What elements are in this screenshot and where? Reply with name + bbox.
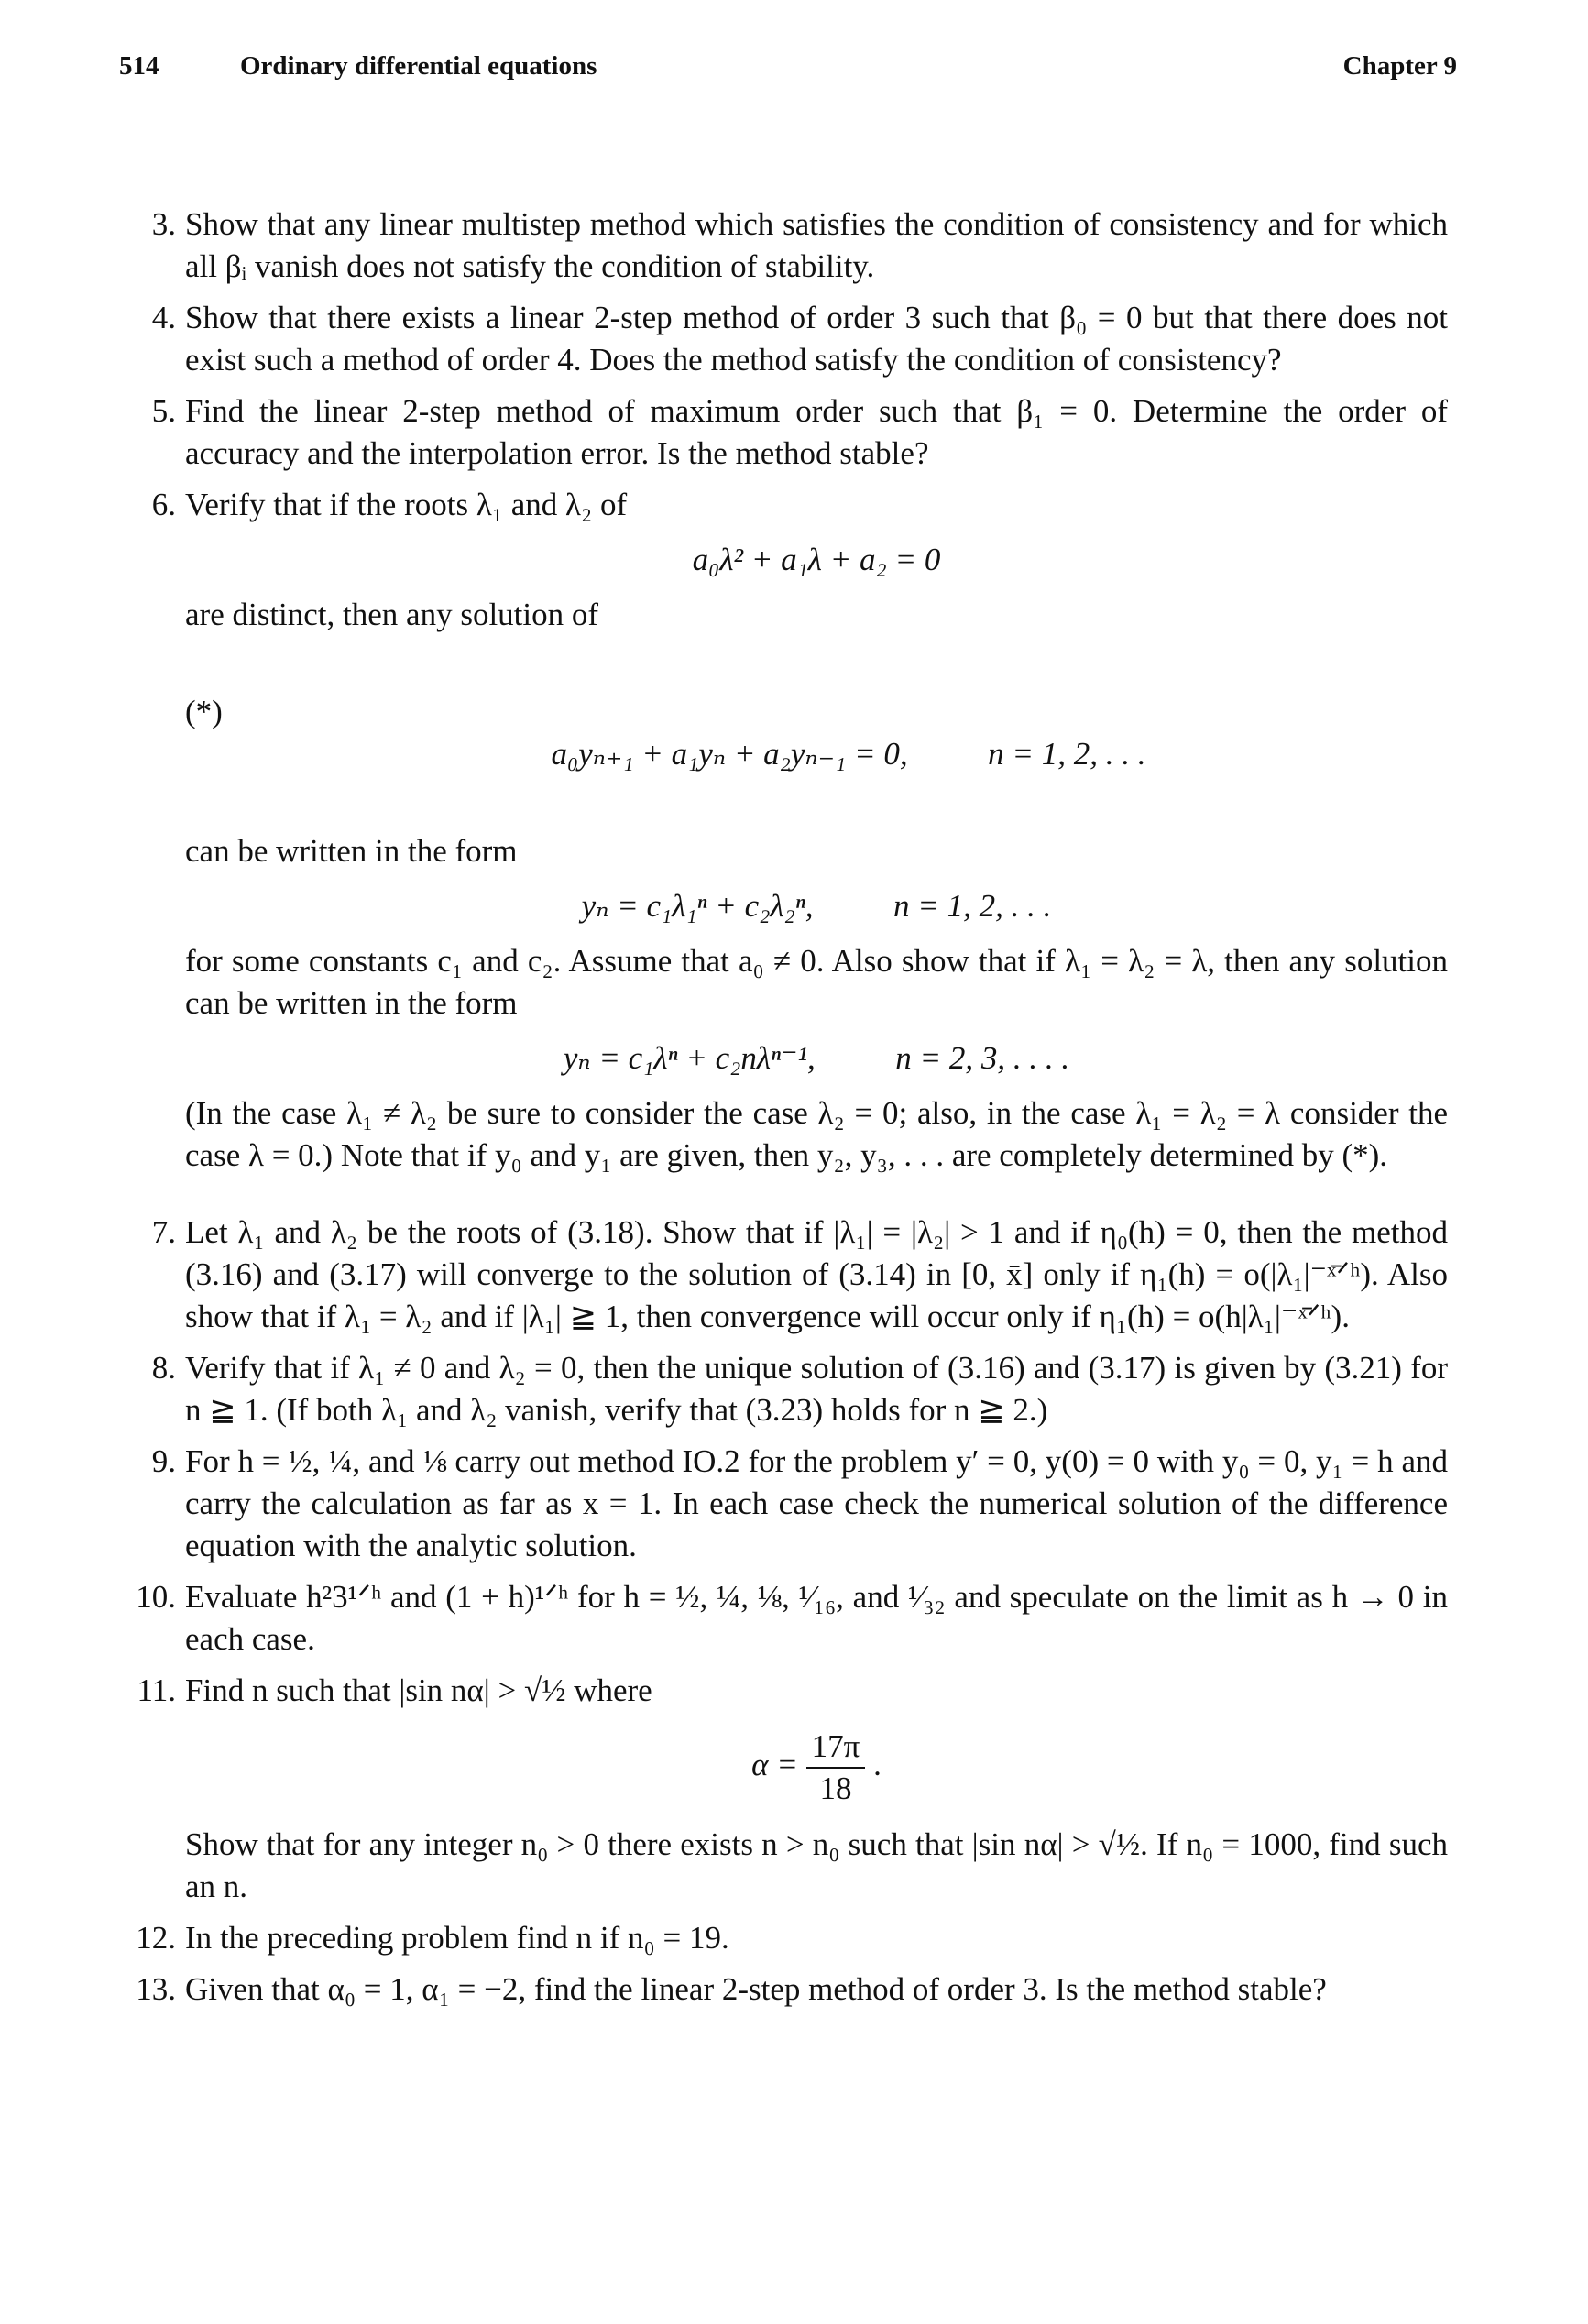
problem-11 <box>137 1670 1448 1908</box>
problem-text: are distinct, then any solution of <box>185 597 599 632</box>
running-title: Ordinary differential equations <box>240 51 597 81</box>
problem-text: Show that there exists a linear 2-step method of order 3 such that β₀ = 0 but that there does not exist such a method of order 4. Does the method satisfy the condition of consistency? <box>185 300 1448 378</box>
problem-text: In the preceding problem find n if n₀ = 19. <box>185 1920 729 1956</box>
problem-4 <box>137 297 1448 381</box>
problem-text: Find the linear 2-step method of maximum order such that β₁ = 0. Determine the order of accuracy and the interpolation error. Is the method stable? <box>185 393 1448 471</box>
equation-body: a₀yₙ₊₁ + a₁yₙ + a₂yₙ₋₁ = 0, n = 1, 2, . . . <box>551 736 1146 772</box>
problem-text: Let λ₁ and λ₂ be the roots of (3.18). Show that if |λ₁| = |λ₂| > 1 and if η₀(h) = 0, then the method (3.16) and (3.17) will converge to the solution of (3.14) in [0, x̄] only if η₁(h) = o(|λ₁|⁻ˣ̄ᐟʰ). Also show that if λ₁ = λ₂ and if |λ₁| ≧ 1, then convergence will occur only if η₁(h) = o(h|λ₁|⁻ˣ̄ᐟʰ). <box>185 1214 1448 1334</box>
problem-intro: Find n such that |sin nα| > √½ where <box>185 1672 652 1708</box>
exercise-list <box>137 203 1448 2020</box>
problem-10 <box>137 1576 1448 1661</box>
problem-number: 9. <box>151 1443 176 1479</box>
problem-number: 4. <box>151 300 176 335</box>
problem-number: 8. <box>151 1350 176 1386</box>
problem-number: 3. <box>151 206 176 242</box>
chapter-label: Chapter 9 <box>1342 51 1457 81</box>
general-solution-equation: yₙ = c₁λ₁ⁿ + c₂λ₂ⁿ, n = 1, 2, . . . <box>581 888 1052 924</box>
problem-text: Show that for any integer n₀ > 0 there exists n > n₀ such that |sin nα| > √½. If n₀ = 1000, find such an n. <box>185 1826 1448 1904</box>
problem-number: 5. <box>151 393 176 429</box>
problem-intro: Verify that if the roots λ₁ and λ₂ of <box>185 487 628 522</box>
problem-3 <box>137 203 1448 288</box>
problem-note: (In the case λ₁ ≠ λ₂ be sure to consider the case λ₂ = 0; also, in the case λ₁ = λ₂ = λ consider the case λ = 0.) Note that if y₀ and y₁ are given, then y₂, y₃, . . . are completely determined by (*). <box>185 1095 1448 1173</box>
problem-9 <box>137 1441 1448 1567</box>
problem-5 <box>137 390 1448 475</box>
equation-tag: (*) <box>185 694 223 729</box>
problem-8 <box>137 1347 1448 1431</box>
problem-number: 10. <box>136 1579 176 1615</box>
difference-equation <box>185 649 1448 817</box>
problem-7 <box>137 1211 1448 1338</box>
problem-text: Given that α₀ = 1, α₁ = −2, find the linear 2-step method of order 3. Is the method stable? <box>185 1971 1327 2007</box>
problem-6 <box>137 484 1448 1177</box>
problem-text: can be written in the form <box>185 833 518 869</box>
alpha-fraction <box>806 1727 866 1809</box>
fraction-numerator: 17π <box>806 1727 866 1769</box>
equation-period: . <box>873 1747 882 1783</box>
problem-text: for some constants c₁ and c₂. Assume that a₀ ≠ 0. Also show that if λ₁ = λ₂ = λ, then any solution can be written in the form <box>185 943 1448 1021</box>
problem-13 <box>137 1968 1448 2011</box>
problem-number: 7. <box>151 1214 176 1250</box>
problem-text: Verify that if λ₁ ≠ 0 and λ₂ = 0, then the unique solution of (3.16) and (3.17) is given by (3.21) for n ≧ 1. (If both λ₁ and λ₂ vanish, verify that (3.23) holds for n ≧ 2.) <box>185 1350 1448 1428</box>
problem-number: 11. <box>137 1672 176 1708</box>
problem-12 <box>137 1917 1448 1959</box>
alpha-definition <box>185 1727 1448 1809</box>
problem-number: 6. <box>151 487 176 522</box>
characteristic-equation: a₀λ² + a₁λ + a₂ = 0 <box>692 542 941 577</box>
problem-number: 13. <box>136 1971 176 2007</box>
running-header <box>119 51 1457 97</box>
repeated-root-solution-equation: yₙ = c₁λⁿ + c₂nλⁿ⁻¹, n = 2, 3, . . . . <box>563 1040 1070 1076</box>
problem-text: For h = ½, ¼, and ⅛ carry out method IO.2 for the problem y′ = 0, y(0) = 0 with y₀ = 0, y₁ = h and carry the calculation as far as x = 1. In each case check the numerical solution of the difference equation with the analytic solution. <box>185 1443 1448 1563</box>
problem-number: 12. <box>136 1920 176 1956</box>
page-number: 514 <box>119 51 159 81</box>
fraction-denominator: 18 <box>819 1770 852 1806</box>
alpha-lhs: α = <box>751 1747 798 1783</box>
problem-text: Evaluate h²3¹ᐟʰ and (1 + h)¹ᐟʰ for h = ½, ¼, ⅛, ¹⁄₁₆, and ¹⁄₃₂ and speculate on the limit as h → 0 in each case. <box>185 1579 1448 1657</box>
problem-text: Show that any linear multistep method which satisfies the condition of consistency and for which all βᵢ vanish does not satisfy the condition of stability. <box>185 206 1448 284</box>
